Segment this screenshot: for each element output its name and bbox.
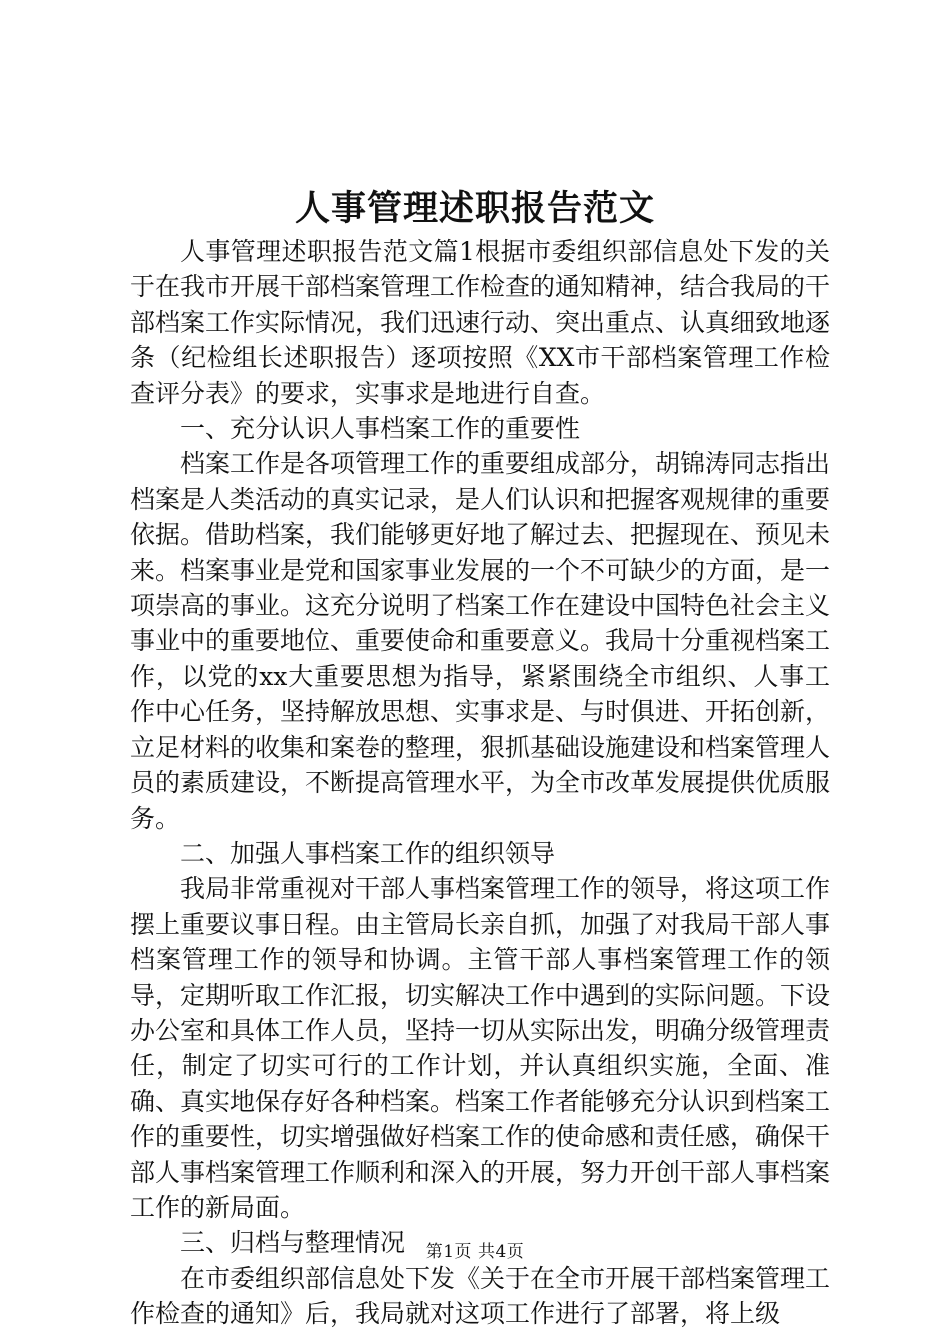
document-body bbox=[130, 234, 830, 1332]
paragraph-intro: 人事管理述职报告范文篇1根据市委组织部信息处下发的关于在我市开展干部档案管理工作检查的通知精神，结合我局的干部档案工作实际情况，我们迅速行动、突出重点、认真细致地逐条（纪检组长述职报告）逐项按照《XX市干部档案管理工作检查评分表》的要求，实事求是地进行自查。 bbox=[130, 237, 831, 408]
paragraph-section-1: 档案工作是各项管理工作的重要组成部分，胡锦涛同志指出档案是人类活动的真实记录，是人们认识和把握客观规律的重要依据。借助档案，我们能够更好地了解过去、把握现在、预见未来。档案事业是党和国家事业发展的一个不可缺少的方面，是一项崇高的事业。这充分说明了档案工作在建设中国特色社会主义事业中的重要地位、重要使命和重要意义。我局十分重视档案工作，以党的xx大重要思想为指导，紧紧围绕全市组织、人事工作中心任务，坚持解放思想、实事求是、与时俱进、开拓创新，立足材料的收集和案卷的整理，狠抓基础设施建设和档案管理人员的素质建设，不断提高管理水平，为全市改革发展提供优质服务。 bbox=[130, 449, 831, 833]
paragraph-section-2: 我局非常重视对干部人事档案管理工作的领导，将这项工作摆上重要议事日程。由主管局长亲自抓，加强了对我局干部人事档案管理工作的领导和协调。主管干部人事档案管理工作的领导，定期听取工作汇报，切实解决工作中遇到的实际问题。下设办公室和具体工作人员，坚持一切从实际出发，明确分级管理责任，制定了切实可行的工作计划，并认真组织实施，全面、准确、真实地保存好各种档案。档案工作者能够充分认识到档案工作的重要性，切实增强做好档案工作的使命感和责任感，确保干部人事档案管理工作顺利和深入的开展，努力开创干部人事档案工作的新局面。 bbox=[130, 874, 831, 1222]
page-number-footer: 第1页 共4页 bbox=[425, 1242, 525, 1262]
section-heading-3: 三、归档与整理情况 bbox=[180, 1228, 406, 1258]
document-title: 人事管理述职报告范文 bbox=[294, 188, 655, 229]
section-heading-2: 二、加强人事档案工作的组织领导 bbox=[180, 838, 556, 868]
section-heading-1: 一、充分认识人事档案工作的重要性 bbox=[180, 414, 581, 444]
paragraph-section-3: 在市委组织部信息处下发《关于在全市开展干部档案管理工作检查的通知》后，我局就对这项工作进行了部署，将上级 bbox=[130, 1263, 831, 1329]
